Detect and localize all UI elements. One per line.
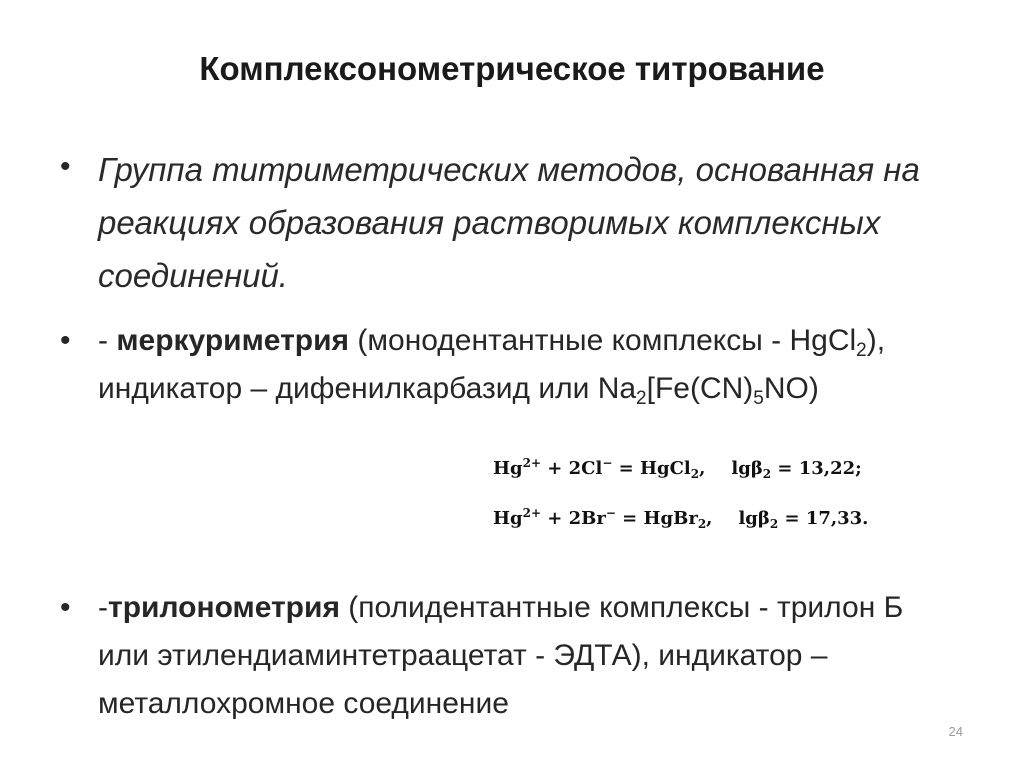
eq-rhs-2: , [706,508,713,529]
eq-lhs-2: + 2Cl [541,458,603,479]
eq-lg-label: lgβ [738,508,770,529]
bullet-definition-text: Группа титриметрических методов, основанная на реакциях образования растворимых комплексных соединений. [98,151,920,294]
mercurimetry-desc-1: (монодентантные комплексы - HgCl [349,324,857,357]
eq-lg-label: lgβ [731,458,763,479]
eq-rhs: = HgCl [612,458,691,479]
bullet-mercurimetry [60,317,960,413]
eq-charge: 2+ [522,506,541,520]
bullet-marker: • [60,324,71,357]
eq-lhs: Hg [493,458,523,479]
equation-bromide [493,508,868,529]
bullet-prefix: - [98,324,117,357]
mercurimetry-desc-2: ), индикатор – дифенилкарбазид или Na [98,324,886,405]
mercurimetry-sub-1: 2 [856,340,867,361]
page-number: 24 [948,724,963,739]
bullet-marker: • [60,591,71,624]
eq-lg-sub: 2 [762,467,772,481]
mercurimetry-sub-2: 2 [636,388,647,409]
slide-title: Комплексонометрическое титрование [199,50,825,87]
eq-rhs-sub: 2 [690,467,700,481]
term-mercurimetry: меркуриметрия [116,324,350,357]
eq-lg-sub: 2 [769,517,779,531]
term-trilonometry: трилонометрия [108,591,340,624]
bullet-trilonometry [60,584,960,728]
equation-chloride [493,458,862,479]
trilonometry-desc: (полидентантные комплексы - трилон Б или этилендиаминтетраацетат - ЭДТА), индикатор – металлохромное соединение [98,591,904,720]
eq-charge: 2+ [522,456,541,470]
mercurimetry-desc-4: NO) [763,372,819,405]
bullet-mercurimetry-text [98,317,960,413]
eq-lg-value: = 17,33. [778,508,869,529]
mercurimetry-sub-3: 5 [753,388,764,409]
eq-charge-2: − [602,456,613,470]
eq-lg-value: = 13,22; [771,458,862,479]
eq-lhs-2: + 2Br [541,508,606,529]
bullet-marker: • [60,150,71,183]
eq-rhs-sub: 2 [697,517,707,531]
bullet-trilonometry-text [98,584,960,728]
bullet-prefix: - [98,591,108,624]
bullet-definition [60,143,960,302]
mercurimetry-desc-3: [Fe(CN) [646,372,754,405]
eq-rhs: = HgBr [615,508,698,529]
eq-rhs-2: , [699,458,706,479]
eq-charge-2: − [605,506,616,520]
eq-lhs: Hg [493,508,523,529]
